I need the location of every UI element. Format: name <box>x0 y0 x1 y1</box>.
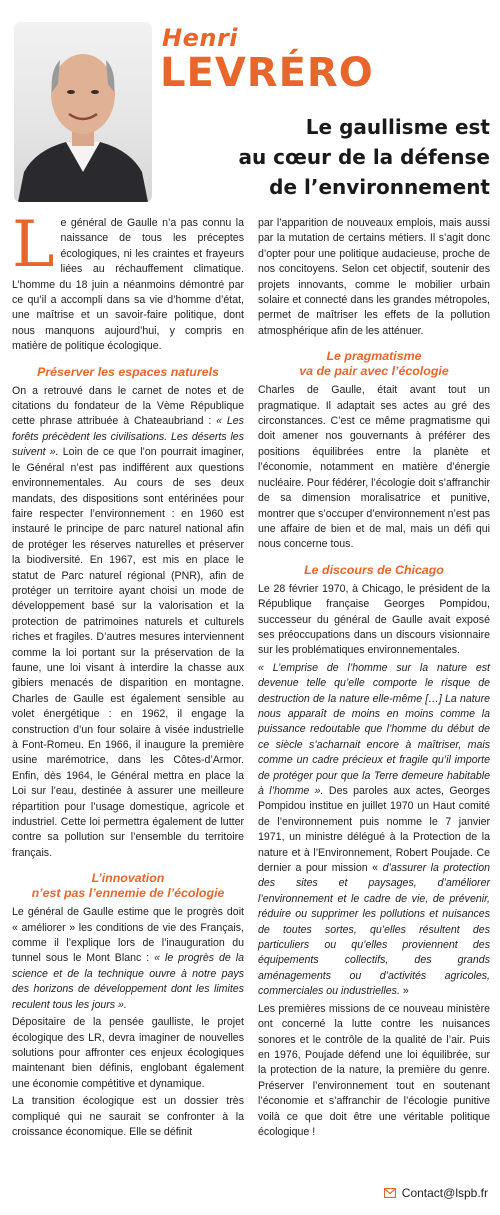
section-title-line: va de pair avec l’écologie <box>299 364 449 379</box>
paragraph-text: Des paroles aux actes, Georges Pompidou institue en juillet 1970 un Haut comité de l’environnement puis nomme le 7 janvier 1971, un ministre délégué à la Protection de la nature et à l’Environnement, Robert Poujade. Ce dernier a pour mission « <box>258 785 490 875</box>
section-paragraph: Charles de Gaulle, était avant tout un pragmatique. Il adaptait ses actes au gré des circonstances. C’est ce même pragmatisme qui doit amener nos gouvernants à préférer des positions équilibrées entre la planète et l’économie, notamment en matière d’énergie nucléaire. Pour fédérer, l’écologie doit s’affranchir de sa dimension moralisatrice et punitive, montrer que s’occuper d’environnement n’est pas une affaire de bien et de mal, mais un défi qui nous concerne tous. <box>258 384 491 551</box>
article-headline <box>160 112 490 202</box>
headline-line-3: de l’environnement <box>269 175 490 199</box>
section-title-line: n’est pas l’ennemie de l’écologie <box>31 886 225 901</box>
section-title-espaces: Préserver les espaces naturels <box>37 364 219 379</box>
quote-text: d’assurer la protection des sites et paysages, d’améliorer l’environnement et le cadre de vie, de prévenir, réduire ou supprimer les pollutions et nuisances de toutes sortes, qu’elles résultent des particuliers ou qu’elles proviennent des équipements collectifs, des grands aménagements ou d’activités agricoles, commerciales ou industrielles. <box>258 862 490 998</box>
section-paragraph: par l’apparition de nouveaux emplois, mais aussi par la mutation de certains métiers. Il s’agit donc d’opter pour une politique audacieuse, proche de nos concitoyens. Selon cet objectif, soutenir des projets innovants, comme le mobilier urbain solaire et connecté dans les grandes métropoles, permet de maîtriser les effets de la pollution atmosphérique afin de les atténuer. <box>258 217 490 337</box>
article-header <box>0 0 500 212</box>
paragraph-text: » <box>399 985 409 998</box>
paragraph-text: Le général de Gaulle estime que le progrès doit « améliorer » les conditions de vie des Français, comme il l’explique lors de l’inauguration du tunnel sous le Mont Blanc : <box>12 906 244 965</box>
paragraph-text: Loin de ce que l’on pourrait imaginer, le Général n’est pas indifférent aux questions environnementales. Au cours de ses deux mandats, des dispositions sont entérinées pour faire respecter l’environnement : en 1960 est instauré le principe de parc naturel national afin de protéger les réserves naturelles et préserver la biodiversité. En 1967, est mis en place le statut de Parc naturel régional (PNR), afin de protéger un territoire ayant choisi un mode de développement basé sur la valorisation et la protection de patrimoines naturels et culturels riches et fragiles. D’autres mesures interviennent comme la loi portant sur la préservation de la faune, une loi visant à interdire la chasse aux gibiers menacés de disparition en montagne. Charles de Gaulle est également sensible au volet énergétique : en 1962, il engage la construction d’un four solaire à visée industrielle à Font-Romeu. En 1966, il inaugure la première usine marémotrice, dans les Côtes-d’Armor. Enfin, dès 1964, le Général mettra en place la Loi sur l’eau, destinée à assurer une meilleure répartition pour l’usage domestique, agricole et industriel. Cette loi permettra également de lutter contre sa pollution sur l’ensemble du territoire français. <box>12 446 244 859</box>
section-paragraph <box>12 905 244 1013</box>
headline-line-2: au cœur de la défense <box>238 145 490 169</box>
headline-line-1: Le gaullisme est <box>305 115 490 139</box>
author-last-name: LEVRÉRO <box>160 50 374 96</box>
intro-text: e général de Gaulle n’a pas connu la naissance de tous les préceptes écologiques, ni les craintes et frayeurs liées au réchauffement climatique. L’homme du 18 juin a néanmoins démontré par ce qu’il a accompli dans sa vie d’homme d’état, une maîtrise et un savoir-faire politique, dont nous manquons aujourd’hui, y compris en matière de politique écologique. <box>12 217 244 353</box>
section-title-line: L’innovation <box>91 871 165 886</box>
section-paragraph: La transition écologique est un dossier très compliqué qui ne saurait se confronter à la croissance économique. Elle se définit <box>12 1095 244 1138</box>
author-first-name: Henri <box>162 24 239 52</box>
dropcap: L <box>12 208 55 282</box>
section-title-chicago: Le discours de Chicago <box>304 562 444 577</box>
section-paragraph: Le 28 février 1970, à Chicago, le président de la République française Georges Pompidou, successeur du général de Gaulle avait exposé ses préoccupations dans un discours visionnaire sur les problématiques environnementales. <box>258 582 490 657</box>
quote-text: « L’emprise de l’homme sur la nature est devenue telle qu’elle comporte le risque de destruction de la nature elle-même […] La nature nous apparaît de moins en moins comme la puissance redoutable que l’homme du début de ce siècle s’acharnait encore à maîtriser, mais comme un cadre précieux et fragile qu’il importe de protéger pour que la Terre demeure habitable à l’homme ». <box>258 661 490 797</box>
column-left <box>12 208 244 1178</box>
section-paragraph <box>258 661 490 1000</box>
section-title-pragmatisme <box>258 349 490 379</box>
contact-email-link[interactable]: Contact@lspb.fr <box>401 1186 488 1200</box>
author-photo <box>14 22 152 202</box>
section-paragraph: Dépositaire de la pensée gaulliste, le projet écologique des LR, devra imaginer de nouvelles solutions pour affronter ces enjeux écologiques maintenant bien définis, englobant également une économie compétitive et dynamique. <box>12 1016 244 1090</box>
section-paragraph <box>12 384 244 862</box>
section-paragraph: Les premières missions de ce nouveau ministère ont concerné la lutte contre les nuisances sonores et le contrôle de la qualité de l’air. Puis en 1976, Poujade défend une loi équilibrée, sur la protection de la nature, la première du genre. Préserver l’environnement tout en soutenant l’économie et s’affranchir de l’écologie punitive voilà ce que doit être une véritable politique écologique ! <box>258 1002 490 1138</box>
intro-paragraph <box>12 208 244 355</box>
section-title-line: Le pragmatisme <box>326 349 422 364</box>
quote-text: « Les forêts précèdent les civilisations. Les déserts les suivent ». <box>12 415 244 459</box>
quote-text: « le progrès de la science et de la technique ouvre à notre pays des horizons de développement dont les limites reculent tous les jours ». <box>12 952 244 1011</box>
article-body <box>12 208 491 1178</box>
mail-icon <box>384 1188 396 1198</box>
section-title-innovation <box>12 871 244 901</box>
contact-footer <box>384 1186 488 1200</box>
paragraph-text: On a retrouvé dans le carnet de notes et de citations du fondateur de la Vème République cette phrase attribuée à Chateaubriand : <box>12 384 244 428</box>
column-right <box>258 216 490 1178</box>
